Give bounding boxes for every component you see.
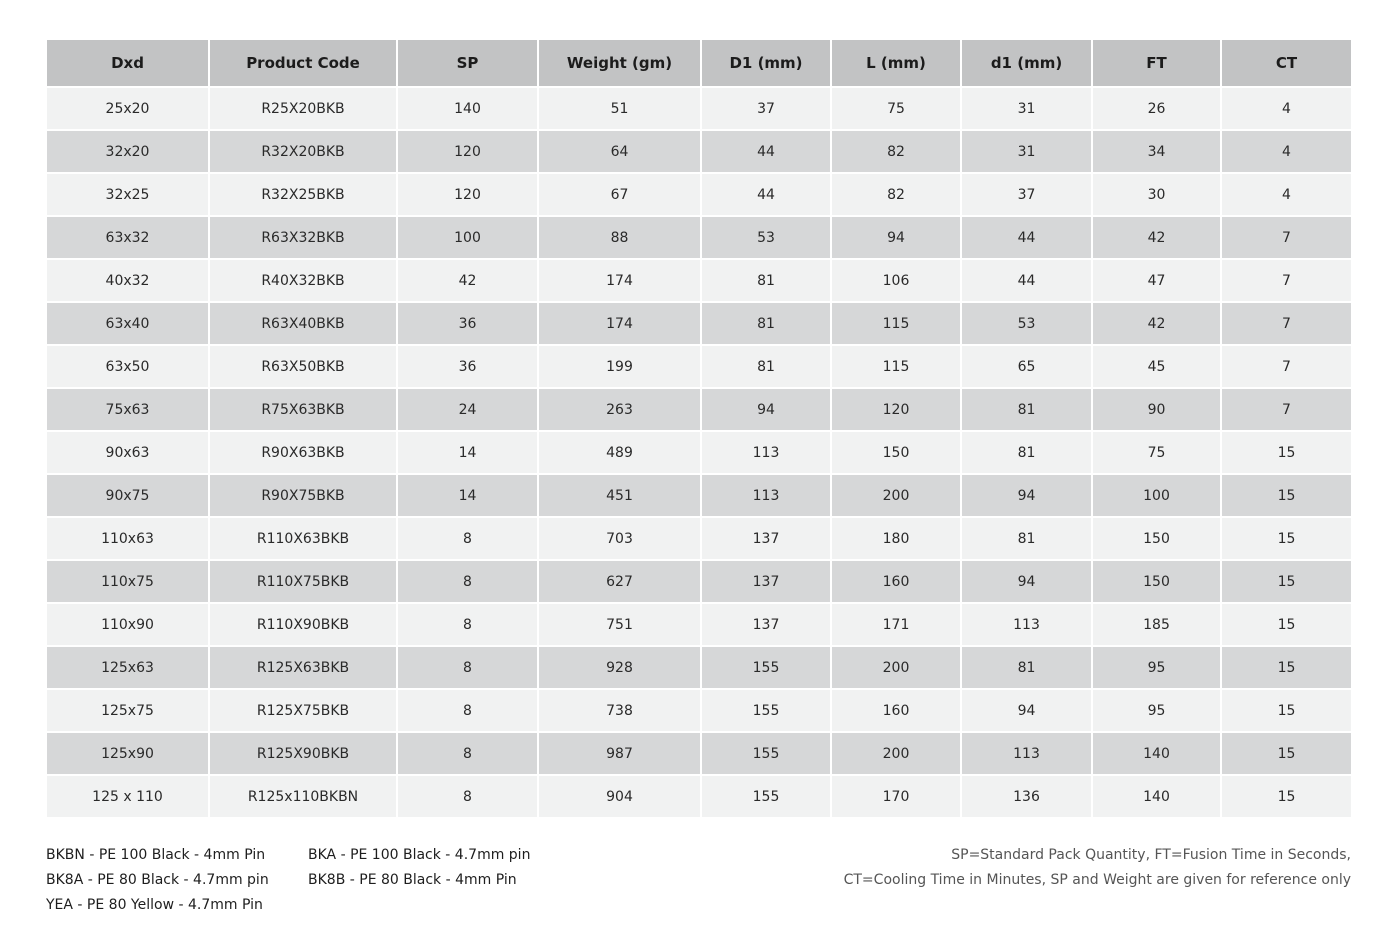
abbreviation-notes [844, 843, 1351, 893]
cell-weight: 987 [538, 732, 701, 775]
cell-ft: 95 [1092, 689, 1221, 732]
cell-d1-small: 94 [961, 689, 1092, 732]
legend-yea: YEA - PE 80 Yellow - 4.7mm Pin [46, 897, 263, 913]
cell-weight: 51 [538, 87, 701, 130]
cell-dxd: 32x20 [47, 130, 209, 173]
cell-d1: 81 [701, 302, 831, 345]
cell-product-code: R63X40BKB [209, 302, 397, 345]
cell-l: 106 [831, 259, 961, 302]
cell-d1: 137 [701, 517, 831, 560]
cell-product-code: R110X63BKB [209, 517, 397, 560]
cell-product-code: R110X90BKB [209, 603, 397, 646]
table-row [47, 259, 1351, 302]
cell-d1-small: 44 [961, 216, 1092, 259]
cell-ct: 7 [1221, 302, 1351, 345]
cell-ft: 150 [1092, 560, 1221, 603]
cell-l: 150 [831, 431, 961, 474]
cell-ft: 75 [1092, 431, 1221, 474]
table-row [47, 603, 1351, 646]
cell-ct: 4 [1221, 173, 1351, 216]
table-header [47, 40, 1351, 87]
cell-l: 160 [831, 689, 961, 732]
cell-weight: 738 [538, 689, 701, 732]
cell-ct: 15 [1221, 474, 1351, 517]
cell-weight: 263 [538, 388, 701, 431]
cell-product-code: R63X32BKB [209, 216, 397, 259]
cell-l: 180 [831, 517, 961, 560]
cell-l: 115 [831, 302, 961, 345]
cell-d1-small: 81 [961, 431, 1092, 474]
cell-weight: 751 [538, 603, 701, 646]
cell-sp: 120 [397, 130, 538, 173]
cell-dxd: 63x32 [47, 216, 209, 259]
abbreviation-note-line-2: CT=Cooling Time in Minutes, SP and Weight are given for reference only [843, 872, 1351, 888]
cell-sp: 36 [397, 302, 538, 345]
cell-ft: 47 [1092, 259, 1221, 302]
cell-product-code: R63X50BKB [209, 345, 397, 388]
cell-ft: 42 [1092, 216, 1221, 259]
table-row [47, 689, 1351, 732]
cell-d1-small: 113 [961, 732, 1092, 775]
cell-ft: 100 [1092, 474, 1221, 517]
table-row [47, 646, 1351, 689]
cell-dxd: 110x63 [47, 517, 209, 560]
cell-d1: 53 [701, 216, 831, 259]
cell-d1-small: 94 [961, 474, 1092, 517]
cell-d1: 113 [701, 474, 831, 517]
cell-d1: 37 [701, 87, 831, 130]
cell-d1: 44 [701, 173, 831, 216]
cell-weight: 451 [538, 474, 701, 517]
cell-d1-small: 81 [961, 646, 1092, 689]
cell-d1: 81 [701, 259, 831, 302]
cell-dxd: 110x75 [47, 560, 209, 603]
cell-ft: 140 [1092, 775, 1221, 818]
legend-bkbn: BKBN - PE 100 Black - 4mm Pin [46, 847, 266, 863]
cell-dxd: 90x63 [47, 431, 209, 474]
legend-bka: BKA - PE 100 Black - 4.7mm pin [308, 847, 531, 863]
cell-dxd: 90x75 [47, 474, 209, 517]
cell-dxd: 125 x 110 [47, 775, 209, 818]
cell-weight: 64 [538, 130, 701, 173]
table-row [47, 560, 1351, 603]
cell-l: 82 [831, 130, 961, 173]
header-product-code: Product Code [209, 40, 397, 87]
legend-bk8b: BK8B - PE 80 Black - 4mm Pin [308, 872, 517, 888]
cell-dxd: 63x50 [47, 345, 209, 388]
cell-ct: 15 [1221, 732, 1351, 775]
cell-dxd: 125x75 [47, 689, 209, 732]
legend-bk8a: BK8A - PE 80 Black - 4.7mm pin [46, 872, 269, 888]
cell-product-code: R32X25BKB [209, 173, 397, 216]
header-d1-small: d1 (mm) [961, 40, 1092, 87]
cell-weight: 174 [538, 259, 701, 302]
cell-ct: 15 [1221, 775, 1351, 818]
cell-ft: 34 [1092, 130, 1221, 173]
cell-product-code: R32X20BKB [209, 130, 397, 173]
table-row [47, 517, 1351, 560]
cell-d1: 113 [701, 431, 831, 474]
cell-product-code: R125x110BKBN [209, 775, 397, 818]
cell-ct: 7 [1221, 388, 1351, 431]
cell-sp: 8 [397, 775, 538, 818]
cell-d1-small: 136 [961, 775, 1092, 818]
cell-ct: 15 [1221, 603, 1351, 646]
cell-dxd: 110x90 [47, 603, 209, 646]
table-row [47, 87, 1351, 130]
cell-ft: 185 [1092, 603, 1221, 646]
abbreviation-note-line-1: SP=Standard Pack Quantity, FT=Fusion Time in Seconds, [951, 847, 1351, 863]
cell-dxd: 125x90 [47, 732, 209, 775]
cell-d1-small: 81 [961, 388, 1092, 431]
cell-ct: 7 [1221, 259, 1351, 302]
cell-ft: 26 [1092, 87, 1221, 130]
cell-sp: 8 [397, 603, 538, 646]
header-dxd: Dxd [47, 40, 209, 87]
cell-weight: 67 [538, 173, 701, 216]
cell-ft: 42 [1092, 302, 1221, 345]
cell-d1-small: 53 [961, 302, 1092, 345]
cell-l: 170 [831, 775, 961, 818]
cell-l: 171 [831, 603, 961, 646]
cell-ft: 30 [1092, 173, 1221, 216]
cell-weight: 489 [538, 431, 701, 474]
cell-dxd: 125x63 [47, 646, 209, 689]
cell-sp: 140 [397, 87, 538, 130]
cell-d1-small: 94 [961, 560, 1092, 603]
cell-d1: 137 [701, 603, 831, 646]
cell-weight: 703 [538, 517, 701, 560]
cell-l: 94 [831, 216, 961, 259]
cell-l: 200 [831, 646, 961, 689]
cell-l: 160 [831, 560, 961, 603]
cell-d1: 155 [701, 775, 831, 818]
cell-ft: 95 [1092, 646, 1221, 689]
cell-sp: 14 [397, 474, 538, 517]
cell-l: 200 [831, 474, 961, 517]
cell-dxd: 40x32 [47, 259, 209, 302]
cell-dxd: 32x25 [47, 173, 209, 216]
cell-d1: 137 [701, 560, 831, 603]
cell-sp: 120 [397, 173, 538, 216]
cell-ct: 15 [1221, 431, 1351, 474]
cell-product-code: R90X75BKB [209, 474, 397, 517]
table-row [47, 431, 1351, 474]
header-ct: CT [1221, 40, 1351, 87]
cell-ft: 140 [1092, 732, 1221, 775]
legend-codes-column-1 [46, 843, 269, 918]
cell-weight: 199 [538, 345, 701, 388]
cell-d1: 81 [701, 345, 831, 388]
cell-product-code: R125X63BKB [209, 646, 397, 689]
cell-d1-small: 37 [961, 173, 1092, 216]
cell-product-code: R40X32BKB [209, 259, 397, 302]
header-row [47, 40, 1351, 87]
cell-d1-small: 113 [961, 603, 1092, 646]
cell-sp: 24 [397, 388, 538, 431]
cell-d1: 94 [701, 388, 831, 431]
header-ft: FT [1092, 40, 1221, 87]
header-sp: SP [397, 40, 538, 87]
cell-weight: 627 [538, 560, 701, 603]
cell-sp: 8 [397, 517, 538, 560]
table-row [47, 388, 1351, 431]
cell-d1-small: 31 [961, 130, 1092, 173]
table-body [47, 87, 1351, 818]
legend-codes-column-2 [308, 843, 530, 893]
cell-product-code: R110X75BKB [209, 560, 397, 603]
table-row [47, 302, 1351, 345]
cell-sp: 100 [397, 216, 538, 259]
cell-sp: 8 [397, 560, 538, 603]
cell-ct: 15 [1221, 689, 1351, 732]
cell-ct: 15 [1221, 646, 1351, 689]
cell-product-code: R125X75BKB [209, 689, 397, 732]
cell-l: 200 [831, 732, 961, 775]
cell-dxd: 25x20 [47, 87, 209, 130]
cell-weight: 88 [538, 216, 701, 259]
cell-d1: 155 [701, 732, 831, 775]
cell-sp: 8 [397, 646, 538, 689]
cell-l: 82 [831, 173, 961, 216]
cell-l: 75 [831, 87, 961, 130]
table-row [47, 173, 1351, 216]
cell-ct: 7 [1221, 345, 1351, 388]
cell-sp: 14 [397, 431, 538, 474]
cell-dxd: 63x40 [47, 302, 209, 345]
cell-dxd: 75x63 [47, 388, 209, 431]
table-row [47, 732, 1351, 775]
header-weight: Weight (gm) [538, 40, 701, 87]
header-d1: D1 (mm) [701, 40, 831, 87]
cell-ct: 4 [1221, 87, 1351, 130]
cell-product-code: R90X63BKB [209, 431, 397, 474]
cell-weight: 928 [538, 646, 701, 689]
cell-d1-small: 65 [961, 345, 1092, 388]
cell-d1: 44 [701, 130, 831, 173]
cell-sp: 42 [397, 259, 538, 302]
table-row [47, 474, 1351, 517]
cell-sp: 8 [397, 689, 538, 732]
table-row [47, 345, 1351, 388]
cell-sp: 8 [397, 732, 538, 775]
cell-d1-small: 81 [961, 517, 1092, 560]
cell-ct: 4 [1221, 130, 1351, 173]
cell-l: 115 [831, 345, 961, 388]
cell-product-code: R25X20BKB [209, 87, 397, 130]
product-spec-table [47, 40, 1351, 819]
cell-sp: 36 [397, 345, 538, 388]
cell-ft: 45 [1092, 345, 1221, 388]
cell-d1: 155 [701, 646, 831, 689]
table-row [47, 216, 1351, 259]
cell-weight: 904 [538, 775, 701, 818]
cell-ct: 15 [1221, 517, 1351, 560]
header-l: L (mm) [831, 40, 961, 87]
cell-d1: 155 [701, 689, 831, 732]
table-row [47, 775, 1351, 818]
cell-product-code: R75X63BKB [209, 388, 397, 431]
table-row [47, 130, 1351, 173]
cell-ft: 90 [1092, 388, 1221, 431]
cell-ct: 7 [1221, 216, 1351, 259]
cell-weight: 174 [538, 302, 701, 345]
cell-ct: 15 [1221, 560, 1351, 603]
cell-d1-small: 31 [961, 87, 1092, 130]
cell-product-code: R125X90BKB [209, 732, 397, 775]
cell-l: 120 [831, 388, 961, 431]
cell-d1-small: 44 [961, 259, 1092, 302]
cell-ft: 150 [1092, 517, 1221, 560]
